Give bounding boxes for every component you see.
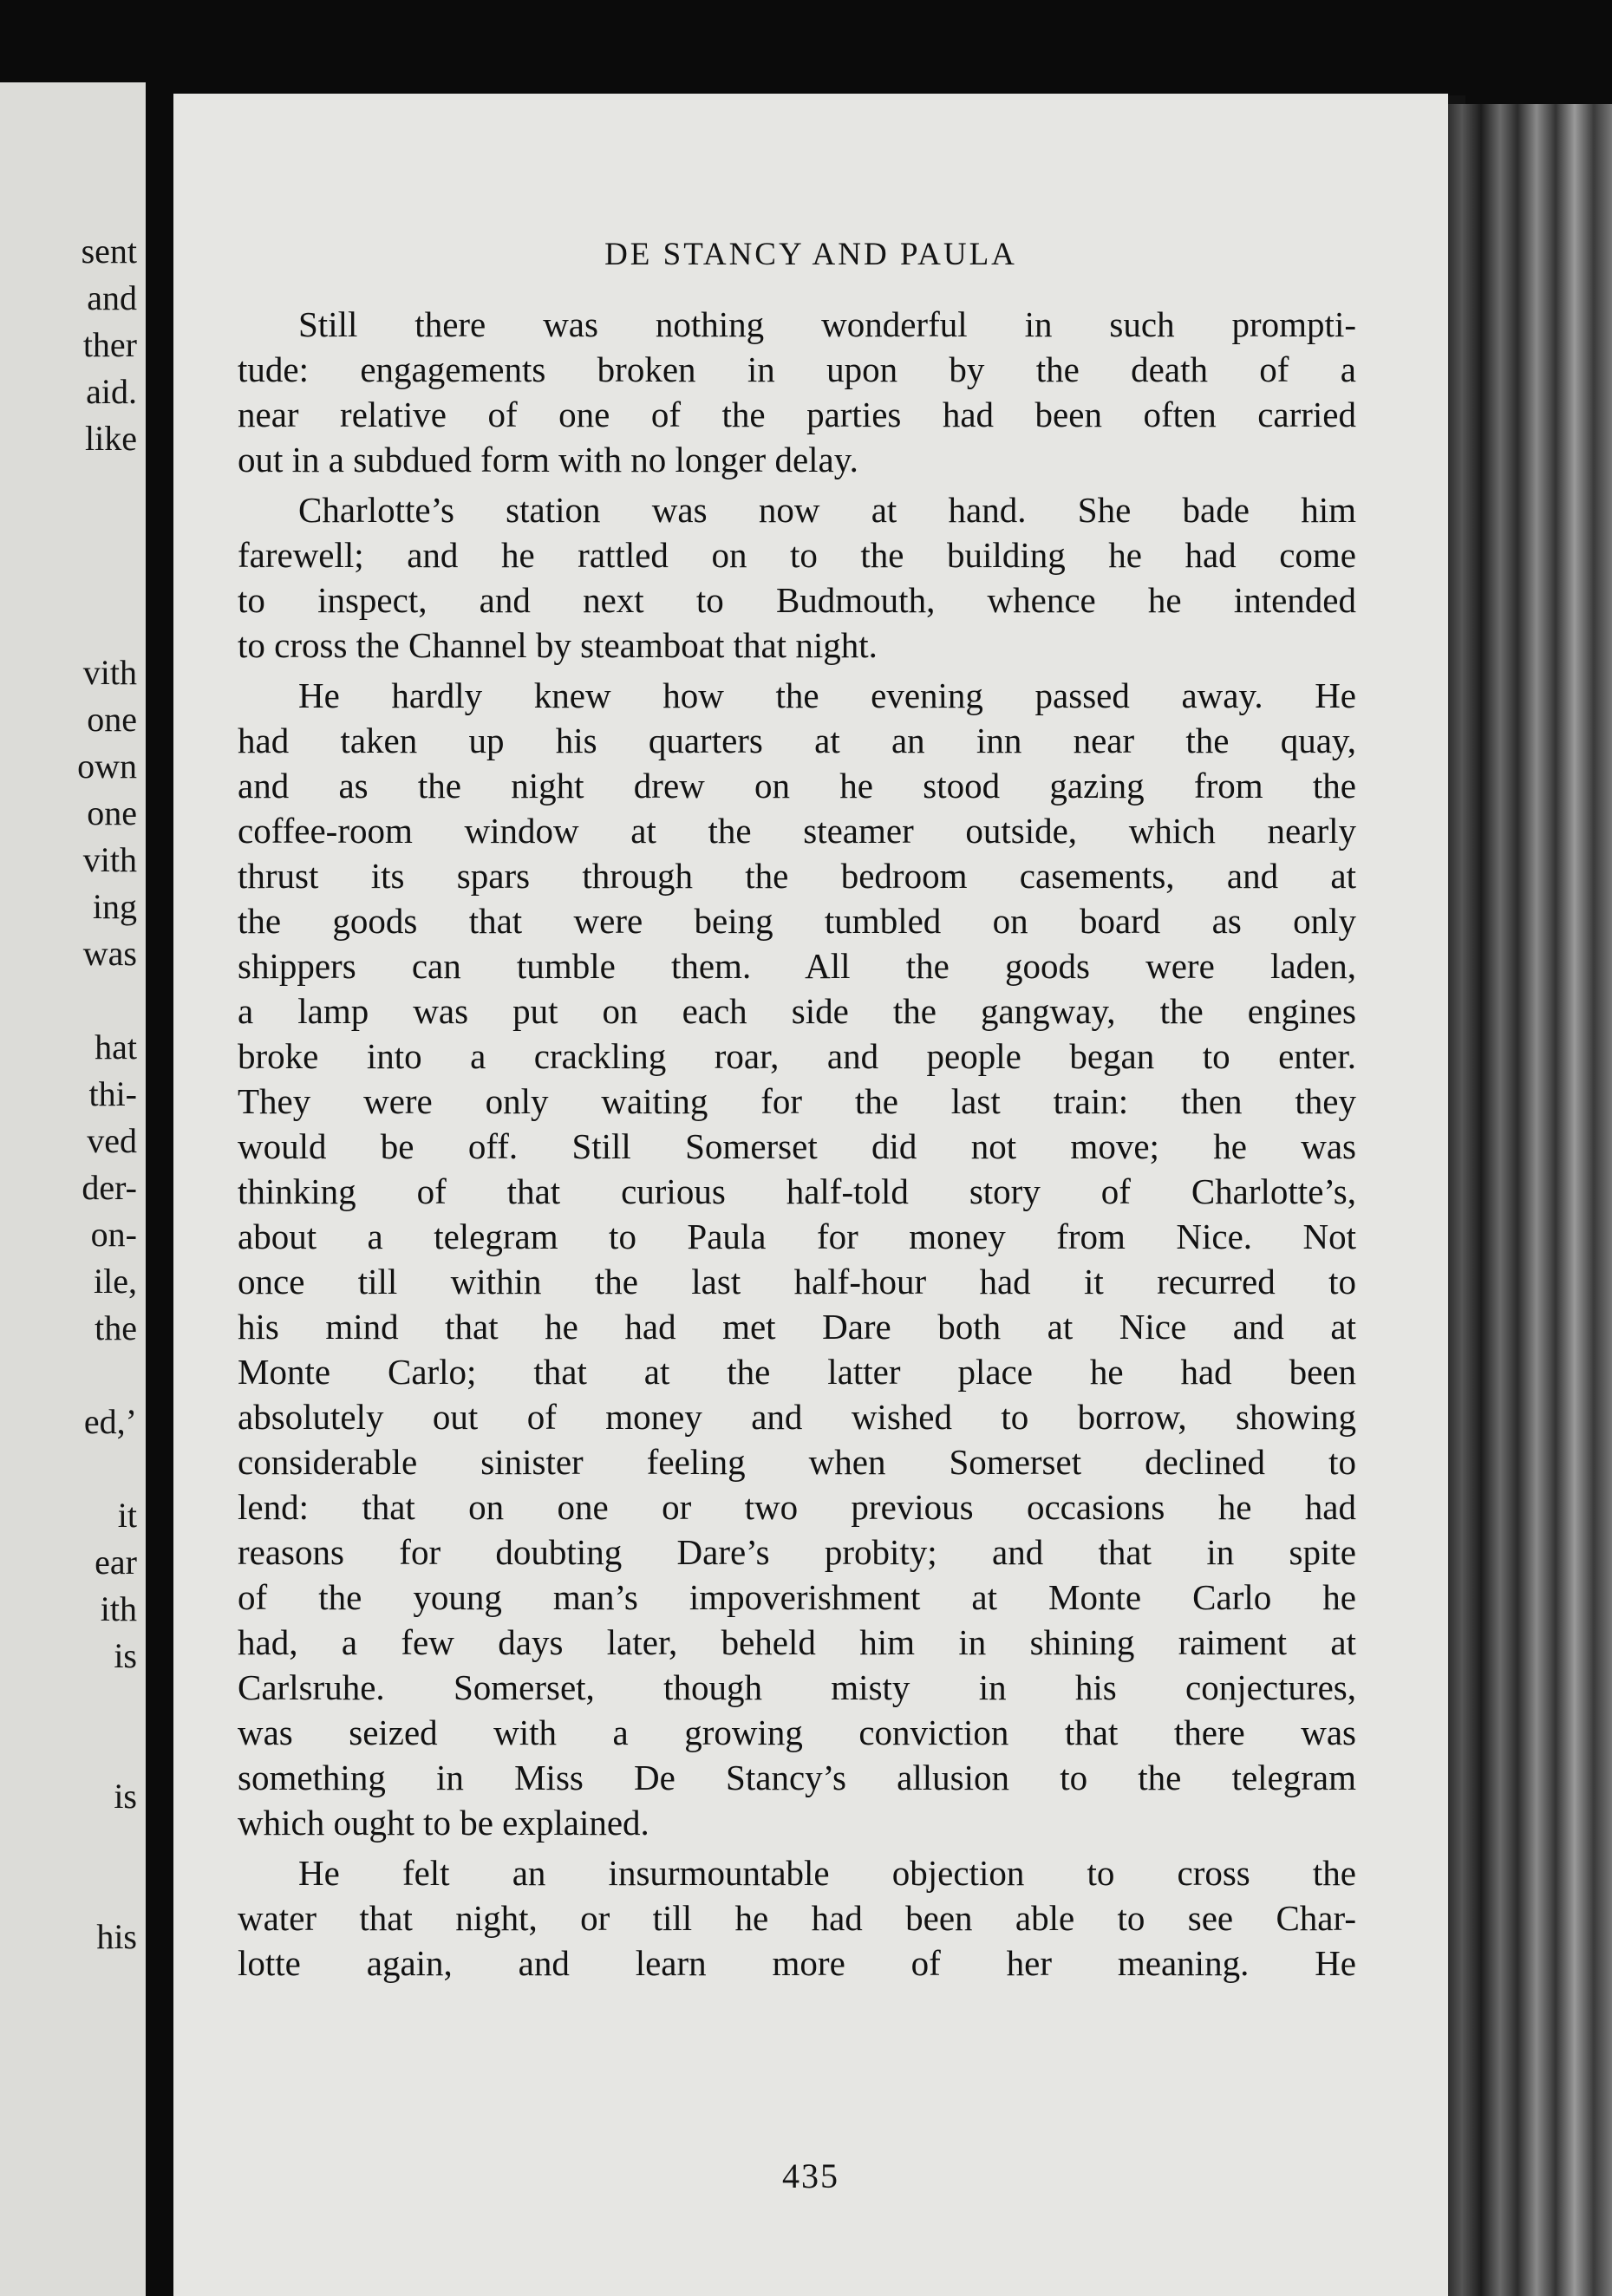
text-line: lotte again, and learn more of her meaning. He	[238, 1943, 1356, 1983]
text-line: and as the night drew on he stood gazing from the	[238, 766, 1356, 806]
book-page-edges	[1446, 104, 1612, 2296]
text-line: near relative of one of the parties had been often carried	[238, 395, 1356, 434]
previous-page-text-fragment: and	[87, 278, 137, 317]
previous-page-text-fragment: one	[87, 793, 137, 832]
previous-page-text-fragment: aid.	[86, 372, 137, 411]
text-line: had, a few days later, beheld him in shining raiment at	[238, 1622, 1356, 1662]
previous-page-text-fragment: it	[117, 1496, 137, 1535]
running-header: DE STANCY AND PAULA	[604, 237, 1017, 272]
text-line: which ought to be explained.	[238, 1803, 649, 1843]
previous-page-text-fragment: ith	[100, 1589, 137, 1628]
previous-page-text-fragment: hat	[95, 1027, 137, 1066]
text-line: thrust its spars through the bedroom casements, and at	[238, 856, 1356, 896]
text-line: absolutely out of money and wished to borrow, showing	[238, 1397, 1356, 1437]
text-line: was seized with a growing conviction that there was	[238, 1712, 1356, 1752]
text-line: Carlsruhe. Somerset, though misty in his conjectures,	[238, 1667, 1356, 1707]
text-line: about a telegram to Paula for money from Nice. Not	[238, 1216, 1356, 1256]
previous-page-text-fragment: was	[82, 934, 137, 973]
page-number: 435	[782, 2156, 839, 2195]
previous-page-text-fragment: the	[95, 1308, 137, 1347]
previous-page-text-fragment: vith	[82, 840, 137, 879]
text-line: once till within the last half-hour had it recurred to	[238, 1262, 1356, 1301]
text-line: would be off. Still Somerset did not move; he was	[238, 1126, 1356, 1166]
text-line: shippers can tumble them. All the goods were laden,	[238, 946, 1356, 986]
book-page	[173, 94, 1448, 2296]
text-line: Charlotte’s station was now at hand. She bade him	[298, 490, 1356, 530]
text-line: had taken up his quarters at an inn near the quay,	[238, 721, 1356, 760]
text-line: to cross the Channel by steamboat that night.	[238, 625, 878, 665]
previous-page-text-fragment: ther	[82, 325, 137, 364]
previous-page-edge	[0, 82, 146, 2296]
text-line: a lamp was put on each side the gangway, the engines	[238, 991, 1356, 1031]
text-line: broke into a crackling roar, and people began to enter.	[238, 1036, 1356, 1076]
previous-page-text-fragment: is	[114, 1636, 137, 1675]
previous-page-text-fragment: ile,	[94, 1262, 137, 1301]
previous-page-text-fragment: ed,’	[83, 1402, 137, 1441]
previous-page-text-fragment: der-	[82, 1168, 137, 1207]
previous-page-text-fragment: ing	[92, 887, 137, 926]
text-line: coffee-room window at the steamer outside, which nearly	[238, 811, 1356, 851]
previous-page-text-fragment: on-	[90, 1215, 137, 1254]
text-line: lend: that on one or two previous occasions he had	[238, 1487, 1356, 1527]
text-line: They were only waiting for the last train: then they	[238, 1081, 1356, 1121]
text-line: water that night, or till he had been able to see Char-	[238, 1898, 1356, 1938]
previous-page-text-fragment: sent	[81, 232, 137, 271]
previous-page-text-fragment: is	[114, 1777, 137, 1816]
text-line: considerable sinister feeling when Somerset declined to	[238, 1442, 1356, 1482]
text-line: his mind that he had met Dare both at Nice and at	[238, 1307, 1356, 1347]
text-line: thinking of that curious half-told story of Charlotte’s,	[238, 1171, 1356, 1211]
text-line: the goods that were being tumbled on board as only	[238, 901, 1356, 941]
text-line: Monte Carlo; that at the latter place he had been	[238, 1352, 1356, 1392]
previous-page-text-fragment: vith	[82, 653, 137, 692]
previous-page-text-fragment: own	[77, 747, 137, 786]
previous-page-text-fragment: ved	[87, 1121, 137, 1160]
text-line: He hardly knew how the evening passed away. He	[298, 675, 1356, 715]
text-line: farewell; and he rattled on to the building he had come	[238, 535, 1356, 575]
text-line: something in Miss De Stancy’s allusion to the telegram	[238, 1758, 1356, 1797]
text-line: He felt an insurmountable objection to cross the	[298, 1853, 1356, 1893]
previous-page-text-fragment: thi-	[88, 1074, 137, 1113]
previous-page-text-fragment: his	[96, 1917, 137, 1956]
text-line: to inspect, and next to Budmouth, whence he intended	[238, 580, 1356, 620]
previous-page-text-fragment: ear	[95, 1543, 137, 1582]
text-line: of the young man’s impoverishment at Monte Carlo he	[238, 1577, 1356, 1617]
previous-page-text-fragment: like	[85, 419, 137, 458]
text-line: reasons for doubting Dare’s probity; and that in spite	[238, 1532, 1356, 1572]
text-line: tude: engagements broken in upon by the death of a	[238, 349, 1356, 389]
text-line: Still there was nothing wonderful in such prompti-	[298, 304, 1356, 344]
text-line: out in a subdued form with no longer delay.	[238, 440, 858, 479]
previous-page-text-fragment: one	[87, 700, 137, 739]
